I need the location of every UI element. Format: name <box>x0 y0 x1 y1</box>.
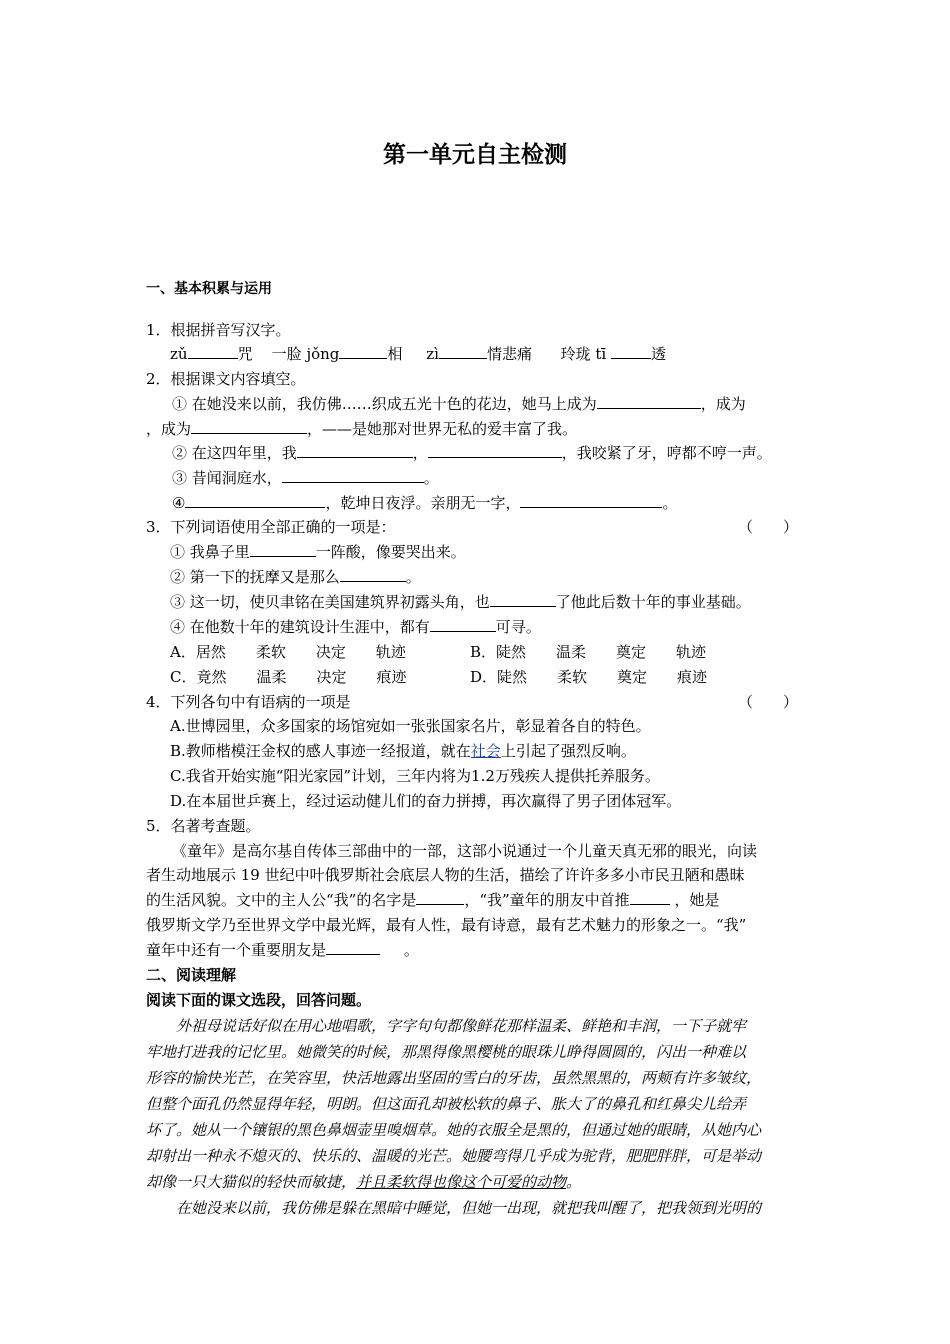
page-title: 第一单元自主检测 <box>383 142 567 168</box>
blank <box>297 443 413 458</box>
q2-line3: ② 在这四年里，我 ， ，我咬紧了牙，哼都不哼一声。 <box>172 444 772 462</box>
q3-sentence4: ④ 在他数十年的建筑设计生涯中，都有 可寻。 <box>170 618 541 636</box>
q2-line5: ④ ，乾坤日夜浮。亲朋无一字， 。 <box>172 494 678 512</box>
blank <box>520 493 662 508</box>
q2-line4: ③ 昔闻洞庭水， 。 <box>172 469 439 487</box>
q3-answer-paren: （ ） <box>737 518 798 536</box>
q1-label: 1．根据拼音写汉字。 <box>146 321 291 339</box>
blank <box>250 542 316 557</box>
blank <box>339 344 387 359</box>
q5-label: 5．名著考查题。 <box>146 817 261 835</box>
blank <box>326 940 380 955</box>
passage-line: 坏了。她从一个镶银的黑色鼻烟壶里嗅烟草。她的衣服全是黑的，但通过她的眼睛，从她内心 <box>146 1121 762 1139</box>
q3-option-c: C．竟然 温柔 决定 痕迹 <box>170 668 407 686</box>
passage-line: 牢地打进我的记忆里。她微笑的时候，那黑得像黑樱桃的眼珠儿睁得圆圆的，闪出一种难以 <box>146 1043 747 1061</box>
q5-line3: 的生活风貌。文中的主人公“我”的名字是 ，“我”童年的朋友中首推 ，她是 <box>146 891 720 909</box>
section1-heading: 一、基本积累与运用 <box>146 281 272 297</box>
q4-option-a: A.世博园里，众多国家的场馆宛如一张张国家名片，彰显着各自的特色。 <box>170 717 651 735</box>
blank <box>191 419 307 434</box>
blank <box>428 443 562 458</box>
passage-line: 但整个面孔仍然显得年轻，明朗。但这面孔却被松软的鼻子、胀大了的鼻孔和红鼻尖儿给弄 <box>146 1095 747 1113</box>
blank <box>597 394 701 409</box>
q4-option-b: B.教师楷模汪金权的感人事迹一经报道，就在社会上引起了强烈反响。 <box>170 742 636 760</box>
q4-option-c: C.我省开始实施“阳光家园”计划，三年内将为1.2万残疾人提供托养服务。 <box>170 767 660 785</box>
blank <box>416 890 464 905</box>
blank <box>340 567 406 582</box>
q3-option-a: A．居然 柔软 决定 轨迹 <box>170 643 406 661</box>
blank <box>490 592 556 607</box>
q3-option-d: D．陡然 柔软 奠定 痕迹 <box>470 668 708 686</box>
passage-line: 在她没来以前，我仿佛是躲在黑暗中睡觉，但她一出现，就把我叫醒了，把我领到光明的 <box>176 1199 762 1217</box>
q3-sentence2: ② 第一下的抚摩又是那么 。 <box>170 568 421 586</box>
q2-label: 2．根据课文内容填空。 <box>146 370 306 388</box>
q2-line2: ，成为 ，——是她那对世界无私的爱丰富了我。 <box>146 420 578 438</box>
blank <box>282 468 424 483</box>
q3-label: 3．下列词语使用全部正确的一项是： <box>146 518 396 536</box>
q3-option-b: B．陡然 温柔 奠定 轨迹 <box>470 643 707 661</box>
passage-line: 形容的愉快光芒，在笑容里，快活地露出坚固的雪白的牙齿，虽然黑黑的，两颊有许多皱纹， <box>146 1069 762 1087</box>
passage-line: 却射出一种永不熄灭的、快乐的、温暖的光芒。她腰弯得几乎成为驼背，肥肥胖胖，可是举动 <box>146 1147 762 1165</box>
blank <box>188 344 238 359</box>
blank <box>185 493 325 508</box>
passage-line: 却像一只大猫似的轻快而敏捷，并且柔软得也像这个可爱的动物。 <box>146 1173 582 1191</box>
blank <box>611 344 651 359</box>
q4-label: 4．下列各句中有语病的一项是 <box>146 693 351 711</box>
q5-line1: 《童年》是高尔基自传体三部曲中的一部，这部小说通过一个儿童天真无邪的眼光，向读 <box>172 842 758 860</box>
society-link[interactable]: 社会 <box>470 742 501 760</box>
blank <box>439 344 487 359</box>
q5-line5: 童年中还有一个重要朋友是 。 <box>146 941 419 959</box>
q5-line4: 俄罗斯文学乃至世界文学中最光辉，最有人性，最有诗意，最有艺术魅力的形象之一。“我” <box>146 916 747 934</box>
q4-answer-paren: （ ） <box>737 693 798 711</box>
reading-instruction: 阅读下面的课文选段，回答问题。 <box>146 991 372 1009</box>
q1-items: zǔ 咒 一脸 jǒng 相 zì 情悲痛 玲珑 tī 透 <box>170 345 666 363</box>
blank <box>430 617 496 632</box>
q2-line1: ① 在她没来以前，我仿佛……织成五光十色的花边，她马上成为 ，成为 <box>172 395 746 413</box>
section2-heading: 二、阅读理解 <box>146 966 237 984</box>
q3-sentence1: ① 我鼻子里 一阵酸，像要哭出来。 <box>170 543 466 561</box>
underlined-sentence: 并且柔软得也像这个可爱的动物 <box>356 1173 567 1191</box>
passage-line: 外祖母说话好似在用心地唱歌，字字句句都像鲜花那样温柔、鲜艳和丰润，一下子就牢 <box>176 1017 747 1035</box>
q5-line2: 者生动地展示 19 世纪中叶俄罗斯社会底层人物的生活，描绘了许许多多小市民丑陋和愚昧 <box>146 866 745 884</box>
q3-sentence3: ③ 这一切，使贝聿铭在美国建筑界初露头角，也 了他此后数十年的事业基础。 <box>170 593 751 611</box>
blank <box>630 890 670 905</box>
q4-option-d: D.在本届世乒赛上，经过运动健儿们的奋力拼搏，再次赢得了男子团体冠军。 <box>170 792 682 810</box>
